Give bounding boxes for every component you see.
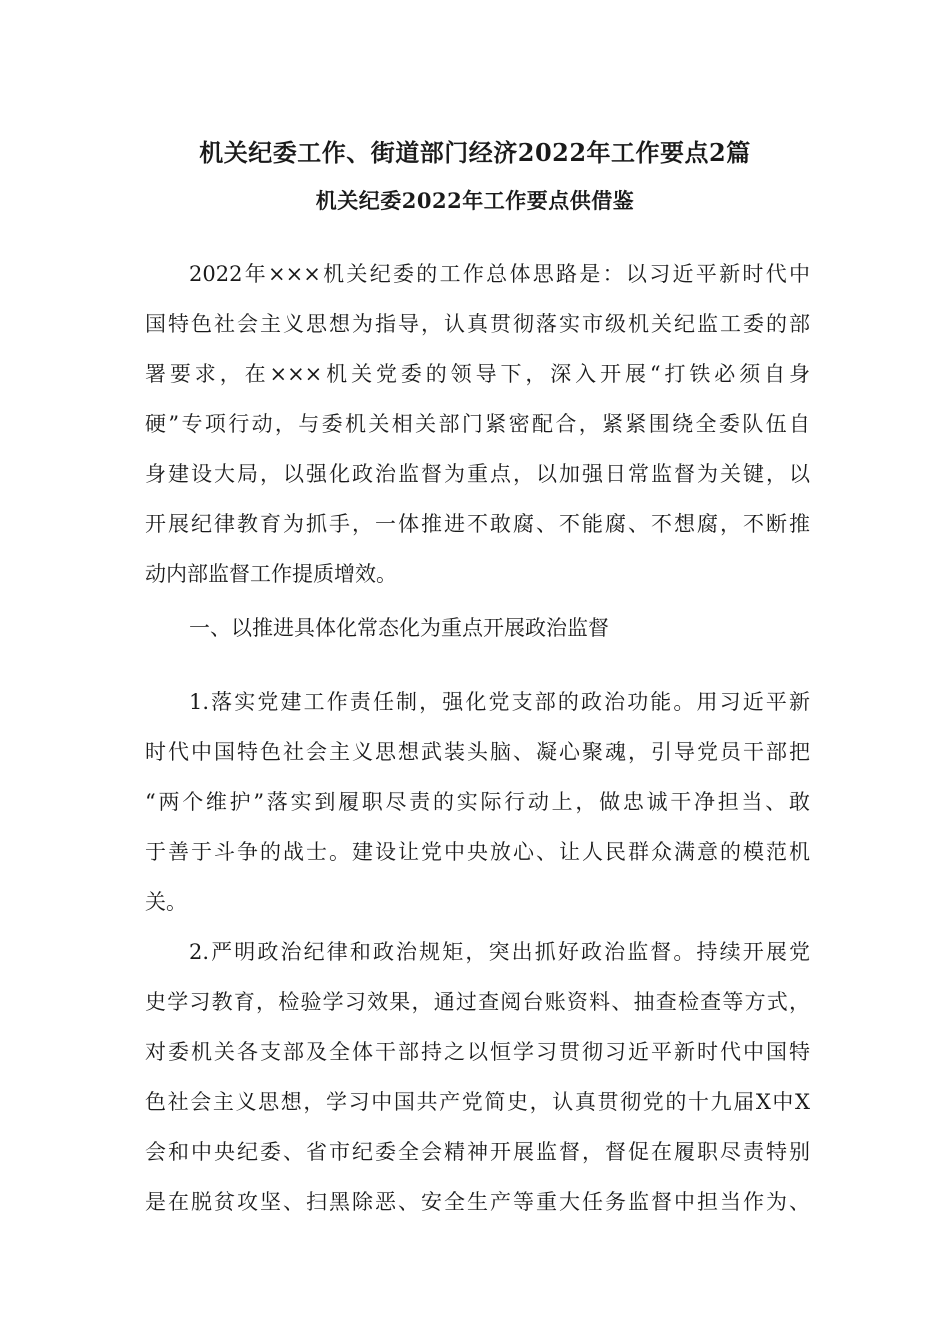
document-title: 机关纪委工作、街道部门经济2022年工作要点2篇 <box>199 138 751 167</box>
paragraph-line: 国特色社会主义思想为指导，认真贯彻落实市级机关纪监工委的部 <box>145 312 810 336</box>
paragraph-line: “两个维护”落实到履职尽责的实际行动上，做忠诚干净担当、敢 <box>145 790 810 814</box>
paragraph-line: 于善于斗争的战士。建设让党中央放心、让人民群众满意的模范机 <box>145 840 810 864</box>
paragraph-line: 1.落实党建工作责任制，强化党支部的政治功能。用习近平新 <box>189 690 810 714</box>
paragraph-line: 动内部监督工作提质增效。 <box>145 562 397 586</box>
paragraph-line: 会和中央纪委、省市纪委全会精神开展监督，督促在履职尽责特别 <box>145 1140 810 1164</box>
paragraph-line: 色社会主义思想，学习中国共产党简史，认真贯彻党的十九届X中X <box>145 1090 810 1114</box>
paragraph-line: 史学习教育，检验学习效果，通过查阅台账资料、抽查检查等方式， <box>145 990 810 1014</box>
paragraph-line: 开展纪律教育为抓手，一体推进不敢腐、不能腐、不想腐，不断推 <box>145 512 810 536</box>
paragraph-line: 硬”专项行动，与委机关相关部门紧密配合，紧紧围绕全委队伍自 <box>145 412 810 436</box>
paragraph-line: 身建设大局，以强化政治监督为重点，以加强日常监督为关键，以 <box>145 462 810 486</box>
paragraph-line: 是在脱贫攻坚、扫黑除恶、安全生产等重大任务监督中担当作为、 <box>145 1190 810 1214</box>
paragraph-line: 对委机关各支部及全体干部持之以恒学习贯彻习近平新时代中国特 <box>145 1040 810 1064</box>
paragraph-line: 2022年×××机关纪委的工作总体思路是：以习近平新时代中 <box>189 262 810 286</box>
paragraph-line: 2.严明政治纪律和政治规矩，突出抓好政治监督。持续开展党 <box>189 940 810 964</box>
section-heading-line: 一、以推进具体化常态化为重点开展政治监督 <box>189 616 609 640</box>
paragraph-overview <box>145 249 810 599</box>
paragraph-item-2 <box>145 927 810 1227</box>
paragraph-line: 时代中国特色社会主义思想武装头脑、凝心聚魂，引导党员干部把 <box>145 740 810 764</box>
paragraph-item-1 <box>145 677 810 927</box>
document-subtitle: 机关纪委2022年工作要点供借鉴 <box>315 188 635 213</box>
paragraph-line: 署要求，在×××机关党委的领导下，深入开展“打铁必须自身 <box>145 362 810 386</box>
section-heading <box>145 603 810 653</box>
paragraph-line: 关。 <box>145 890 187 914</box>
